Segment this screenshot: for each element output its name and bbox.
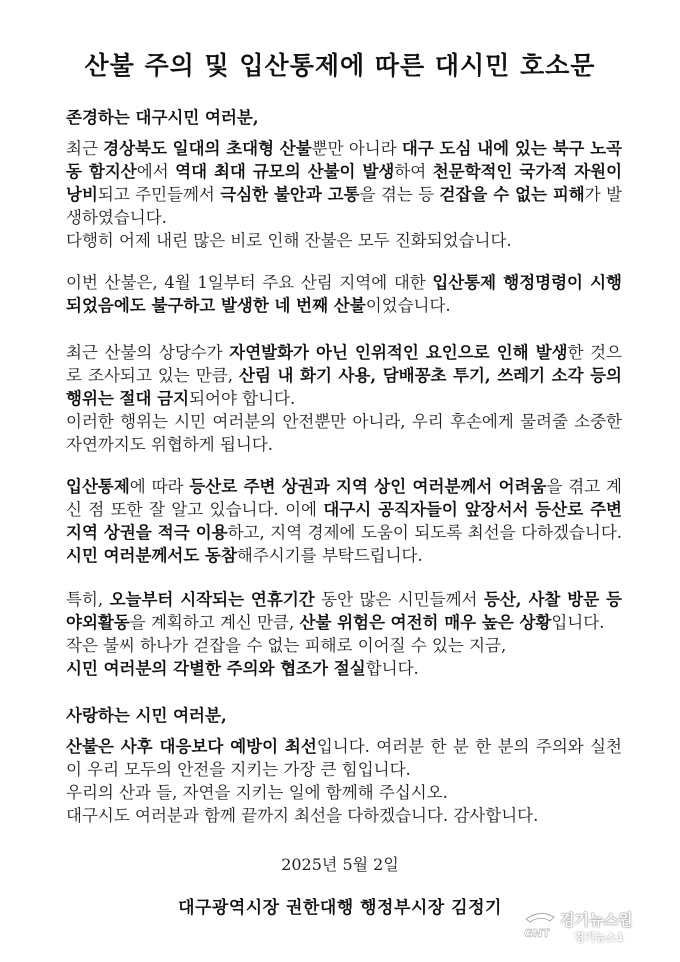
document-date: 2025년 5월 2일 xyxy=(281,855,399,874)
body-text: 대구시도 여러분과 함께 끝까지 최선을 다하겠습니다. 감사합니다. xyxy=(66,806,539,825)
emphasis-text: 시민 여러분께서도 동참 xyxy=(66,546,237,565)
paragraph-3 xyxy=(66,341,622,456)
body-text: 합니다. xyxy=(365,659,419,678)
body-text: 이번 산불은, 4월 1일부터 주요 산림 지역에 대한 xyxy=(66,273,433,292)
body-text: 한 것으로 조사되고 있는 만큼, xyxy=(66,343,622,385)
emphasis-text: 등산로 주변 상권과 지역 상인 여러분께서 어려움 xyxy=(189,477,547,496)
paragraph-5 xyxy=(66,588,622,680)
body-text: 동안 많은 시민들께서 xyxy=(314,590,484,609)
emphasis-text: 오늘부터 시작되는 연휴기간 xyxy=(109,590,315,609)
body-text: 되어야 합니다. xyxy=(189,389,296,408)
body-text: 되고 주민들께서 xyxy=(97,185,221,204)
document-title: 산불 주의 및 입산통제에 따른 대시민 호소문 xyxy=(84,51,596,80)
emphasis-text: 자연발화가 아닌 인위적인 요인으로 인해 발생 xyxy=(229,343,568,362)
news-watermark xyxy=(520,905,670,953)
gnt-logo-text: GNT xyxy=(524,927,550,940)
body-text: 이러한 행위는 시민 여러분의 안전뿐만 아니라, 우리 후손에게 물려줄 소중한 자연까지도 위협하게 됩니다. xyxy=(66,412,622,454)
body-text: 입니다. xyxy=(551,613,605,632)
watermark-line1: 경기뉴스원 xyxy=(560,911,633,929)
emphasis-text: 입산통제 xyxy=(66,477,130,496)
closing-greeting: 사랑하는 시민 여러분, xyxy=(66,706,227,725)
body-text: 을 계획하고 계신 만큼, xyxy=(129,613,300,632)
gnt-logo-icon xyxy=(520,909,560,945)
signature: 대구광역시장 권한대행 행정부시장 김정기 xyxy=(178,898,502,918)
emphasis-text: 입산통제 행정명령이 시행되었음에도 불구하고 발생한 네 번째 산불 xyxy=(66,273,622,315)
body-text: 에 따라 xyxy=(129,477,190,496)
closing-paragraph xyxy=(66,735,622,827)
body-text: 하고, 지역 경제에 도움이 되도록 최선을 다하겠습니다. xyxy=(227,523,623,542)
emphasis-text: 대구시 공직자들이 앞장서서 등산로 주변지역 상권을 적극 이용 xyxy=(66,500,622,542)
paragraph-4 xyxy=(66,475,622,567)
emphasis-text: 경상북도 일대의 초대형 산불 xyxy=(103,139,312,158)
watermark-line2: 경기뉴스1 xyxy=(574,931,625,944)
emphasis-text: 산불은 사후 대응보다 예방이 최선 xyxy=(66,737,317,756)
emphasis-text: 대구 도심 내에 있는 북구 노곡동 함지산 xyxy=(66,139,622,181)
emphasis-text: 천문학적인 국가적 자원이 낭비 xyxy=(66,162,623,204)
body-text: 최근 산불의 상당수가 xyxy=(66,343,230,362)
body-text: 하여 xyxy=(394,162,433,181)
body-text: 우리의 산과 들, 자연을 지키는 일에 함께해 주십시오. xyxy=(66,783,448,802)
paragraph-1 xyxy=(66,137,622,252)
body-text: 작은 불씨 하나가 걷잡을 수 없는 피해로 이어질 수 있는 지금, xyxy=(66,636,507,655)
body-text: 해주시기를 부탁드립니다. xyxy=(236,546,423,565)
greeting: 존경하는 대구시민 여러분, xyxy=(66,108,259,127)
emphasis-text: 등산, 사찰 방문 등 야외활동 xyxy=(66,590,622,632)
emphasis-text: 산불 위험은 여전히 매우 높은 상황 xyxy=(299,613,552,632)
body-text: 에서 xyxy=(136,162,176,181)
body-text: 을 겪고 계신 점 또한 잘 알고 있습니다. 이에 xyxy=(66,477,622,519)
body-text: 이었습니다. xyxy=(365,296,451,315)
paragraph-2 xyxy=(66,271,622,317)
emphasis-text: 시민 여러분의 각별한 주의와 협조가 절실 xyxy=(66,659,366,678)
body-text: 다행히 어제 내린 많은 비로 인해 잔불은 모두 진화되었습니다. xyxy=(66,231,512,250)
body-text: 입니다. 여러분 한 분 한 분의 주의와 실천이 우리 모두의 안전을 지키는 가장 큰 힘입니다. xyxy=(66,737,622,779)
emphasis-text: 걷잡을 수 없는 피해 xyxy=(439,185,585,204)
emphasis-text: 역대 최대 규모의 산불이 발생 xyxy=(175,162,395,181)
body-text: 최근 xyxy=(66,139,104,158)
body-text: 특히, xyxy=(66,590,110,609)
body-text: 가 발생하였습니다. xyxy=(66,185,623,227)
emphasis-text: 산림 내 화기 사용, 담배꽁초 투기, 쓰레기 소각 등의 행위는 절대 금지 xyxy=(66,366,622,408)
emphasis-text: 극심한 불안과 고통 xyxy=(220,185,360,204)
body-text: 을 겪는 등 xyxy=(359,185,440,204)
body-text: 뿐만 아니라 xyxy=(311,139,402,158)
